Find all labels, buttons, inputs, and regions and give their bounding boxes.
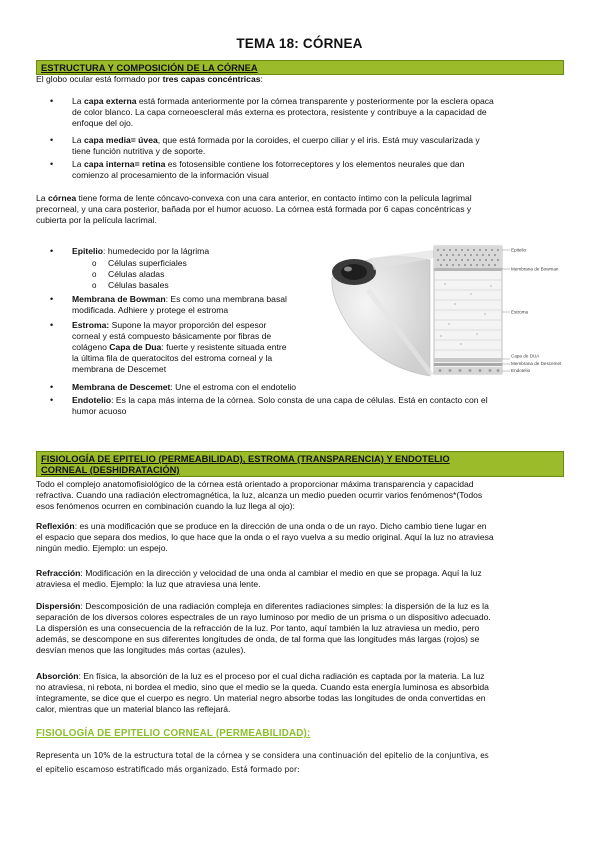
bullet-icon: • <box>50 294 54 304</box>
circle-bullet-icon: o <box>92 270 97 279</box>
label-dua: Capa de DUA <box>511 353 540 359</box>
sublist-item: o Células superficiales <box>92 258 187 268</box>
cornea-paragraph: La córnea tiene forma de lente cóncavo-convexa con una cara anterior, en contacto íntimo con la película lagrimal precorneal, y una cara posterior, bañada por el humor acuoso. La córnea está formada por 6 capas concéntricas y cubierta por la película lacrimal. <box>36 193 472 225</box>
bullet-icon: • <box>50 246 54 256</box>
label-epitelio: Epitelio <box>511 247 527 253</box>
section-heading-text: ESTRUCTURA Y COMPOSICIÓN DE LA CÓRNEA <box>41 62 258 73</box>
fisiologia-intro: Todo el complejo anatomofisiológico de la córnea está orientado a proporcionar máxima transparencia y capacidad refractiva. Cuando una radiación electromagnética, la luz, alcanza un medio pueden ocurrir varios fenómenos*(Todos esos fenómenos ocurren en combinación cuando la luz llega al ojo): <box>36 479 483 511</box>
circle-bullet-icon: o <box>92 281 97 290</box>
cornea-layers-diagram <box>330 238 562 378</box>
label-bowman: Membrana de Bowman <box>511 266 559 272</box>
sublist-item: o Células aladas <box>92 269 165 279</box>
bullet-icon: • <box>50 135 54 145</box>
label-endotelio: Endotelio <box>511 368 531 373</box>
bullet-icon: • <box>50 382 54 392</box>
bullet-icon: • <box>50 320 54 330</box>
eye-globe-icon <box>332 250 434 376</box>
list-item-epitelio: • Epitelio: humedecido por la lágrima <box>50 246 210 256</box>
sublist-item: o Células basales <box>92 280 169 290</box>
bullet-icon: • <box>50 159 54 169</box>
final-paragraph: Representa un 10% de la estructura total de la córnea y se considera una continuación del epitelio de la conjuntiva, es el epitelio escamoso estratificado más organizado. Está formado por: <box>36 751 489 774</box>
label-estroma: Estroma <box>511 309 529 315</box>
subheading-epitelio: FISIOLOGÍA DE EPITELIO CORNEAL (PERMEABILIDAD): <box>36 728 311 739</box>
page-title: TEMA 18: CÓRNEA <box>236 36 363 51</box>
bullet-icon: • <box>50 96 54 106</box>
absorcion-paragraph: Absorción: En física, la absorción de la luz es el proceso por el cual dicha radiación es captada por la materia. La luz no atraviesa, ni rebota, ni bordea el medio, sino que el medio se la queda. Cuando esta energía luminosa es absorbida íntegramente, se dice que el cuerpo es negro. Un material negro absorbe todas las longitudes de onda convertidas en calor, mientras que un material blanco las reflejará. <box>36 671 489 714</box>
section-heading-text: FISIOLOGÍA DE EPITELIO (PERMEABILIDAD), ESTROMA (TRANSPARENCIA) Y ENDOTELIO <box>41 453 450 464</box>
circle-bullet-icon: o <box>92 259 97 268</box>
section-heading-structure <box>36 60 564 75</box>
diagram-leader-lines <box>502 250 510 371</box>
dispersion-paragraph: Dispersión: Descomposición de una radiación compleja en diferentes radiaciones simples: la dispersión de la luz es la separación de los diversos colores espectrales de un rayo luminoso por medio de un prisma o un dispositivo adecuado. La dispersión es una consecuencia de la refracción de la luz. Por tanto, aquí también la luz atraviesa un medio, pero además, se descompone en sus diferentes longitudes de onda, de tal forma que las longitudes más largas (rojos) se desvían menos que las longitudes más cortas (azules). <box>36 601 491 655</box>
list-item-descemet: • Membrana de Descemet: Une el estroma con el endotelio <box>50 382 297 392</box>
section-heading-text: CORNEAL (DESHIDRATACIÓN) <box>41 464 180 475</box>
intro-paragraph: El globo ocular está formado por tres capas concéntricas: <box>36 74 263 84</box>
refraccion-paragraph: Refracción: Modificación en la dirección y velocidad de una onda al cambiar el medio en que se propaga. Aquí la luz atraviesa el medio. Ejemplo: la luz que atraviesa una lente. <box>36 568 482 589</box>
list-item-bowman: • Membrana de Bowman: Es como una membrana basal modificada. Adhiere y protege el estroma <box>50 294 287 315</box>
section-heading-fisiologia <box>36 451 564 477</box>
list-item-estroma: • Estroma: Supone la mayor proporción del espesor corneal y está compuesto básicamente por fibras de colágeno Capa de Dua: fuerte y resistente situada entre la última fila de queratocitos del estroma corneal y la membrana de Descemet <box>50 320 287 374</box>
list-item-capa-externa: • La capa externa está formada anteriormente por la córnea transparente y posteriormente por la esclera opaca de color blanco. La capa corneoescleral más externa es protectora, resistente y contribuye a la capacidad de enfoque del ojo. <box>50 96 494 128</box>
cornea-section-block <box>434 246 502 374</box>
list-item-endotelio: • Endotelio: Es la capa más interna de la córnea. Solo consta de una capa de células. Está en contacto con el humor acuoso <box>50 395 488 416</box>
list-item-capa-media: • La capa media= úvea, que está formada por la coroides, el cuerpo ciliar y el iris. Está muy vascularizada y tiene función nutritiva y de soporte. <box>50 135 480 156</box>
label-descemet: Membrana de Descemet <box>511 361 562 366</box>
bullet-icon: • <box>50 395 54 405</box>
list-item-capa-interna: • La capa interna= retina es fotosensible contiene los fotorreceptores y los elementos neurales que dan comienzo al procesamiento de la información visual <box>50 159 465 180</box>
reflexion-paragraph: Reflexión: es una modificación que se produce en la dirección de una onda o de un rayo. Dicho cambio tiene lugar en el espacio que separa dos medios, lo que hace que la onda o el rayo vuelva a su medio original. Aquí la luz no atraviesa ningún medio. Ejemplo: un espejo. <box>36 521 494 553</box>
